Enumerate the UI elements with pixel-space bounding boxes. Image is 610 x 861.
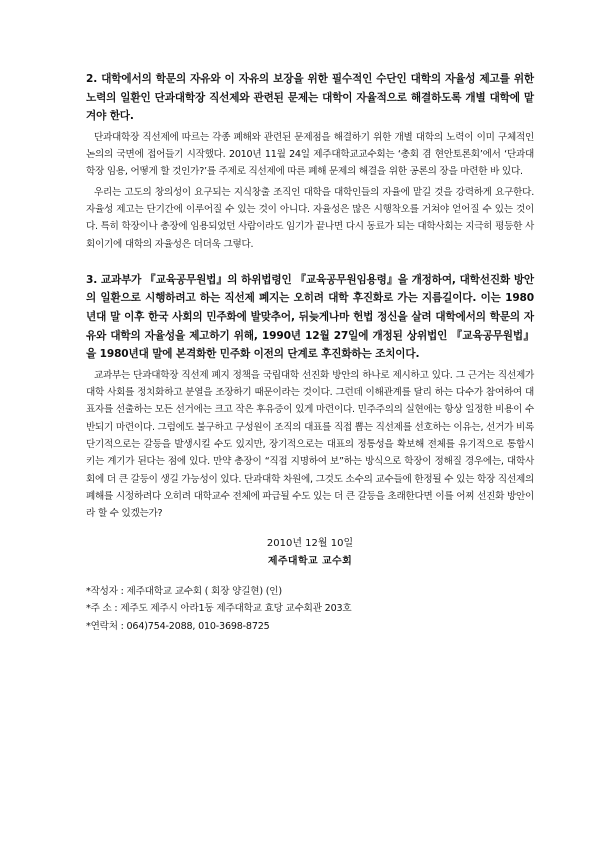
contact-author: *작성자 : 제주대학교 교수회 ( 회장 양길현) (인) <box>86 585 282 597</box>
contact-phone: *연락처 : 064)754-2088, 010-3698-8725 <box>86 620 270 632</box>
document-page <box>86 70 534 635</box>
contact-address: *주 소 : 제주도 제주시 아라1동 제주대학교 효당 교수회관 203호 <box>86 603 352 614</box>
section-2-heading: 2. 대학에서의 학문의 자유와 이 자유의 보장을 위한 필수적인 수단인 대학의 자율성 제고를 위한 노력의 일환인 단과대학장 직선제와 관련된 문제는 대학이 자율적으로 해결하도록 개별 대학에 맡겨야 한다. <box>86 73 534 123</box>
section-2-paragraph-1: 단과대학장 직선제에 따르는 각종 폐해와 관련된 문제점을 해결하기 위한 개별 대학의 노력이 이미 구체적인 논의의 국면에 접어들기 시작했다. 2010년 11월 24일 제주대학교교수회는 ‘총회 겸 현안토론회’에서 ‘단과대학장 임용, 어떻게 할 것인가?’를 주제로 직선제에 따른 폐해 문제의 해결을 위한 공론의 장을 마련한 바 있다. <box>86 131 534 178</box>
section-2-paragraph-2: 우리는 고도의 창의성이 요구되는 지식창출 조직인 대학을 대학인들의 자율에 맡길 것을 강력하게 요구한다. 자율성 제고는 단기간에 이루어질 수 있는 것이 아니다. 자율성은 많은 시행착오를 거쳐야 얻어질 수 있는 것이다. 특히 학장이나 총장에 임용되었던 사람이라도 임기가 끝나면 다시 동료가 되는 대학사회는 지극히 평등한 사회이기에 대학의 자율성은 더더욱 그렇다. <box>86 186 534 250</box>
signature-date: 2010년 12월 10일 <box>266 537 354 549</box>
spacer <box>86 571 534 583</box>
signature-organization: 제주대학교 교수회 <box>267 555 353 567</box>
section-gap <box>86 253 534 271</box>
section-3-paragraph-1: 교과부는 단과대학장 직선제 폐지 정책을 국립대학 선진화 방안의 하나로 제시하고 있다. 그 근거는 직선제가 대학 사회를 정치화하고 분열을 조장하기 때문이라는 것이다. 그런데 이해관계를 달리 하는 다수가 참여하여 대표자를 선출하는 모든 선거에는 크고 작은 후유증이 있게 마련이다. 민주주의의 실현에는 항상 일정한 비용이 수반되기 마련이다. 그럼에도 불구하고 구성원이 조직의 대표를 직접 뽑는 직선제를 선호하는 이유는, 선거가 비록 단기적으로는 갈등을 발생시킬 수도 있지만, 장기적으로는 대표의 정통성을 확보해 전체를 유기적으로 통합시키는 계기가 된다는 점에 있다. 만약 총장이 “직접 지명하여 보”하는 방식으로 학장이 정해질 경우에는, 대학사회에 더 큰 갈등이 생길 가능성이 있다. 단과대학 차원에, 그것도 소수의 교수들에 한정될 수 있는 학장 직선제의 폐해를 시정하려다 오히려 대학교수 전체에 파급될 수도 있는 더 큰 갈등을 초래한다면 이를 어찌 선진화 방안이라 할 수 있겠는가? <box>86 369 534 520</box>
spacer <box>86 523 534 535</box>
section-3-heading: 3. 교과부가 『교육공무원법』의 하위법령인 『교육공무원임용령』을 개정하여, 대학선진화 방안의 일환으로 시행하려고 하는 직선제 폐지는 오히려 대학 후진화로 가는 지름길이다. 이는 1980년대 말 이후 한국 사회의 민주화에 발맞추어, 뒤늦게나마 헌법 정신을 살려 대학에서의 학문의 자유와 대학의 자율성을 제고하기 위해, 1990년 12월 27일에 개정된 상위법인 『교육공무원법』을 1980년대 말에 본격화한 민주화 이전의 단계로 후진화하는 조치이다. <box>86 273 534 361</box>
